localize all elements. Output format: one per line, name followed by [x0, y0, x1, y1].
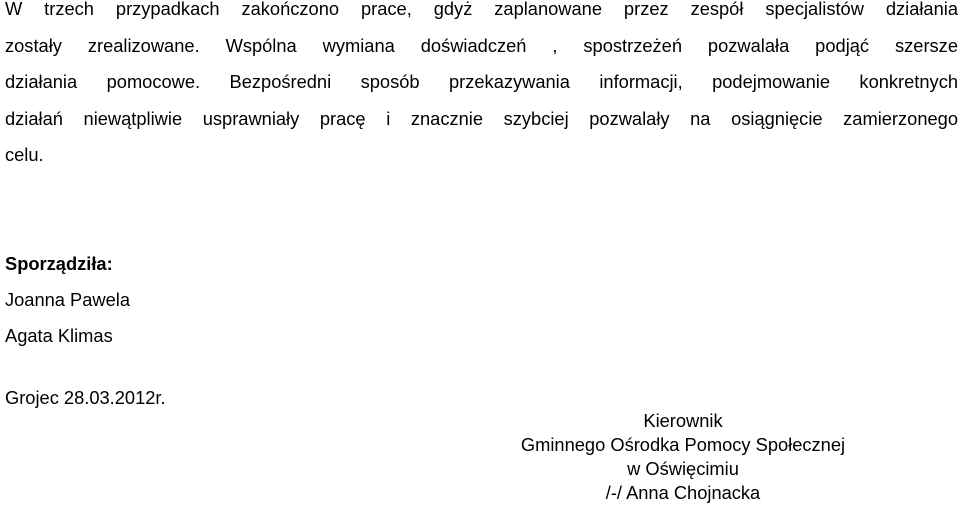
signature-institution: Gminnego Ośrodka Pomocy Społecznej: [520, 434, 846, 455]
body-text-line-2: zostały zrealizowane. Wspólna wymiana doświadczeń , spostrzeżeń pozwalała podjąć szersze: [5, 35, 958, 56]
prepared-by-heading: Sporządziła:: [5, 253, 113, 274]
body-text-line-1: W trzech przypadkach zakończono prace, gdyż zaplanowane przez zespół specjalistów działania: [5, 0, 958, 19]
signature-title: Kierownik: [643, 410, 723, 431]
body-text-line-5: celu.: [5, 144, 44, 165]
body-text-line-3: działania pomocowe. Bezpośredni sposób przekazywania informacji, podejmowanie konkretnych: [5, 71, 958, 92]
prepared-by-name-1: Joanna Pawela: [5, 289, 131, 310]
signature-name: /-/ Anna Chojnacka: [605, 482, 761, 503]
signature-location: w Oświęcimiu: [627, 458, 739, 479]
prepared-by-name-2: Agata Klimas: [5, 325, 113, 346]
place-date: Grojec 28.03.2012r.: [5, 387, 166, 408]
body-text-line-4: działań niewątpliwie usprawniały pracę i znacznie szybciej pozwalały na osiągnięcie zamierzonego: [5, 108, 958, 129]
